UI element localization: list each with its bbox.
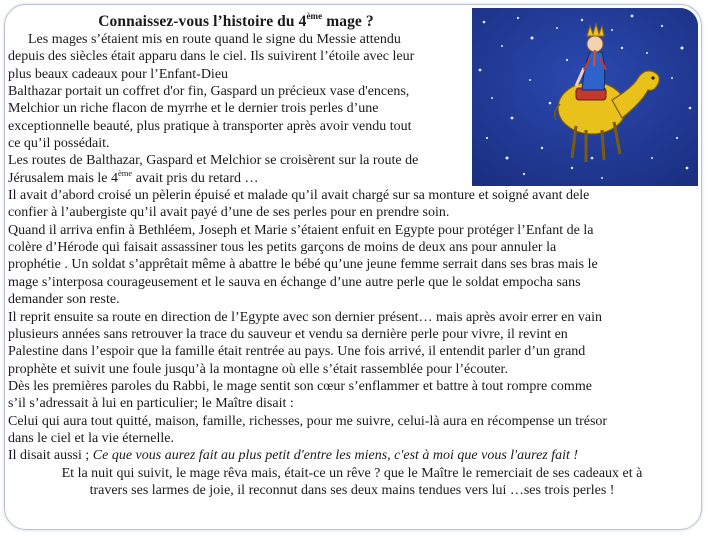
text-line: Balthazar portait un coffret d'or fin, Gaspard un précieux vase d'encens,: [8, 84, 410, 100]
story-text: [8, 31, 698, 499]
text-line: plusieurs années sans retrouver la trace du sauveur et vendu sa dernière perle pour vivre, il revint en: [8, 326, 568, 342]
quote-text: Ce que vous aurez fait au plus petit d'entre les miens, c'est à moi que vous l'aurez fait !: [92, 448, 579, 464]
text-line: Melchior un riche flacon de myrrhe et le dernier trois perles d’une: [8, 101, 379, 117]
text-line: Palestine dans l’espoir que la famille était rentrée au pays. Une fois arrivé, il entendit parler d’un grand: [8, 344, 586, 360]
text-line: exceptionnelle beauté, plus pratique à transporter après avoir vendu tout: [8, 118, 412, 134]
text-line: Il avait d’abord croisé un pèlerin épuisé et malade qu’il avait chargé sur sa monture et soigné avant dele: [8, 188, 590, 204]
page-title: Connaissez-vous l’histoire du 4ème mage ?: [98, 11, 374, 30]
text-line: Les mages s’étaient mis en route quand le signe du Messie attendu: [28, 32, 401, 47]
text-line: depuis des siècles était apparu dans le ciel. Ils suivirent l’étoile avec leur: [8, 49, 415, 65]
text-line: plus beaux cadeaux pour l’Enfant-Dieu: [8, 66, 229, 82]
text-line: travers ses larmes de joie, il reconnut dans ses deux mains tendues vers lui …ses trois perles !: [89, 482, 615, 498]
text-line: colère d’Hérode qui faisait assassiner tous les petits garçons de moins de deux ans pour annuler la: [8, 240, 557, 256]
text-line: Celui qui aura tout quitté, maison, famille, richesses, pour me suivre, celui-là aura en récompense un trésor: [8, 413, 608, 429]
text-line: Les routes de Balthazar, Gaspard et Melchior se croisèrent sur la route de: [8, 153, 419, 169]
text-line: Dès les premières paroles du Rabbi, le mage sentit son cœur s’enflammer et battre à tout rompre comme: [8, 378, 592, 394]
text-line: prophète et suivit une foule jusqu’à la montagne où elle s’était rassemblée pour l’écouter.: [8, 361, 508, 377]
text-line: prophétie . Un soldat s’apprêtait même à abattre le bébé qu’une jeune femme serrait dans ses bras mais le: [8, 257, 598, 273]
text-line: demander son reste.: [8, 292, 120, 308]
text-line: Jérusalem mais le 4ème avait pris du retard …: [8, 167, 259, 186]
text-line: ce qu’il possédait.: [8, 136, 110, 152]
text-line: dans le ciel et la vie éternelle.: [8, 430, 174, 446]
text-line: Il reprit ensuite sa route en direction de l’Egypte avec son dernier présent… mais après avoir errer en vain: [8, 309, 602, 325]
text-line: Il disait aussi ; Ce que vous aurez fait au plus petit d'entre les miens, c'est à moi que vous l'aurez fait !: [8, 448, 579, 464]
text-line: Quand il arriva enfin à Bethléem, Joseph et Marie s’étaient enfuit en Egypte pour protéger l’Enfant de la: [8, 222, 594, 238]
text-line: mage s’interposa courageusement et le sauva en échange d’une autre perle que le soldat empocha sans: [8, 274, 581, 290]
text-line: s’il s’adressait à lui en particulier; le Maître disait :: [8, 396, 294, 412]
text-line: Et la nuit qui suivit, le mage rêva mais, était-ce un rêve ? que le Maître le remerciait de ses cadeaux et à: [61, 465, 643, 481]
text-line: confier à l’aubergiste qu’il avait payé d’une de ses perles pour en prendre soin.: [8, 205, 450, 221]
